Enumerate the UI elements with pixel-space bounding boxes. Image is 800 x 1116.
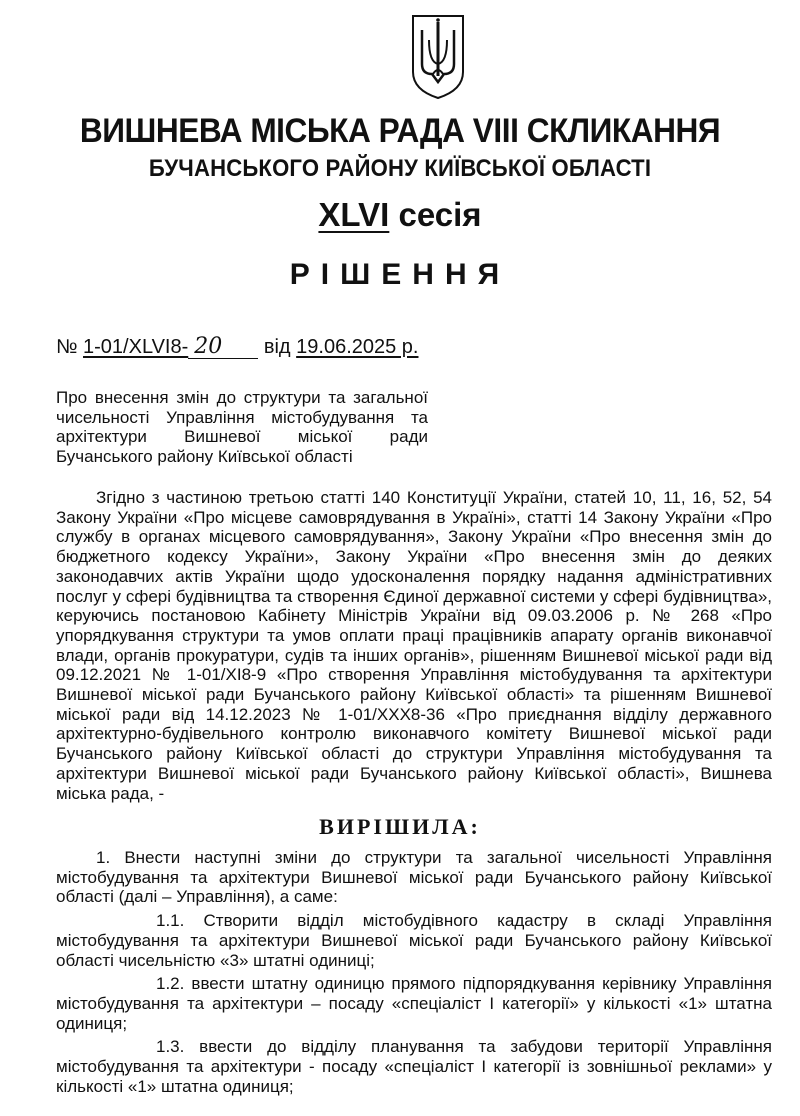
decision-date: 19.06.2025 р.: [296, 336, 419, 358]
item-1: 1. Внести наступні зміни до структури та загальної чисельності Управління містобудування та архітектури Вишневої міської ради Бучанського району Київської області (далі – Управління), а саме:: [56, 848, 772, 907]
session-heading: [0, 196, 800, 234]
item-1-2: 1.2. ввести штатну одиницю прямого підпорядкування керівнику Управління містобудування та архітектури – посаду «спеціаліст І категорії» у кількості «1» штатна одиниця;: [56, 974, 772, 1033]
number-prefix: №: [56, 336, 84, 358]
preamble-text: Згідно з частиною третьою статті 140 Конституції України, статей 10, 11, 16, 52, 54 Закону України «Про місцеве самоврядування в Україні», статті 14 Закону України «Про службу в органах місцевого самоврядування», Закону України «Про внесення змін до бюджетного кодексу України», Закону України «Про внесення змін до деяких законодавчих актів України щодо удосконалення порядку надання адміністративних послуг у сфері будівництва та створення Єдиної державної системи у сфері будівництва», керуючись постановою Кабінету Міністрів України від 09.03.2006 р. № 268 «Про упорядкування структури та умов оплати праці працівників апарату органів виконавчої влади, органів прокуратури, судів та інших органів», рішенням Вишневої міської ради від 09.12.2021 № 1-01/XI8-9 «Про створення Управління містобудування та архітектури Вишневої міської ради Бучанського району Київської області» та рішенням Вишневої міської ради від 14.12.2023 № 1-01/XXX8-36 «Про приєднання відділу державного архітектурно-будівельного контролю виконавчого комітету Вишневої міської ради Бучанського району Київської області до структури Управління містобудування та архітектури Вишневої міської ради Бучанського району Київської області», Вишнева міська рада, -: [56, 488, 772, 803]
resolved-heading: ВИРІШИЛА:: [319, 814, 481, 839]
from-word: від: [263, 336, 291, 358]
handwritten-number: 20: [188, 336, 258, 359]
decision-number-line: [56, 336, 418, 359]
document-type: РІШЕННЯ: [289, 258, 511, 291]
item-1-1: 1.1. Створити відділ містобудівного кадастру в складі Управління містобудування та архітектури Вишневої міської ради Бучанського району Київської області чисельністю «3» штатні одиниці;: [56, 911, 772, 970]
decision-number: 1-01/XLVI8-: [83, 336, 189, 358]
decision-items: [56, 848, 772, 1100]
preamble: [56, 488, 772, 803]
decision-subject: Про внесення змін до структури та загальної чисельності Управління містобудування та архітектури Вишневої міської ради Бучанського району Київської області: [56, 388, 428, 466]
council-title: ВИШНЕВА МІСЬКА РАДА VIII СКЛИКАННЯ: [79, 112, 721, 150]
district-title: БУЧАНСЬКОГО РАЙОНУ КИЇВСЬКОЇ ОБЛАСТІ: [148, 155, 652, 182]
session-number: XLVI: [318, 196, 390, 233]
session-word: сесія: [398, 196, 482, 233]
trident-emblem-icon: [407, 12, 469, 100]
item-1-3: 1.3. ввести до відділу планування та забудови території Управління містобудування та архітектури - посаду «спеціаліст І категорії із зовнішньої реклами» у кількості «1» штатна одиниця;: [56, 1037, 772, 1096]
